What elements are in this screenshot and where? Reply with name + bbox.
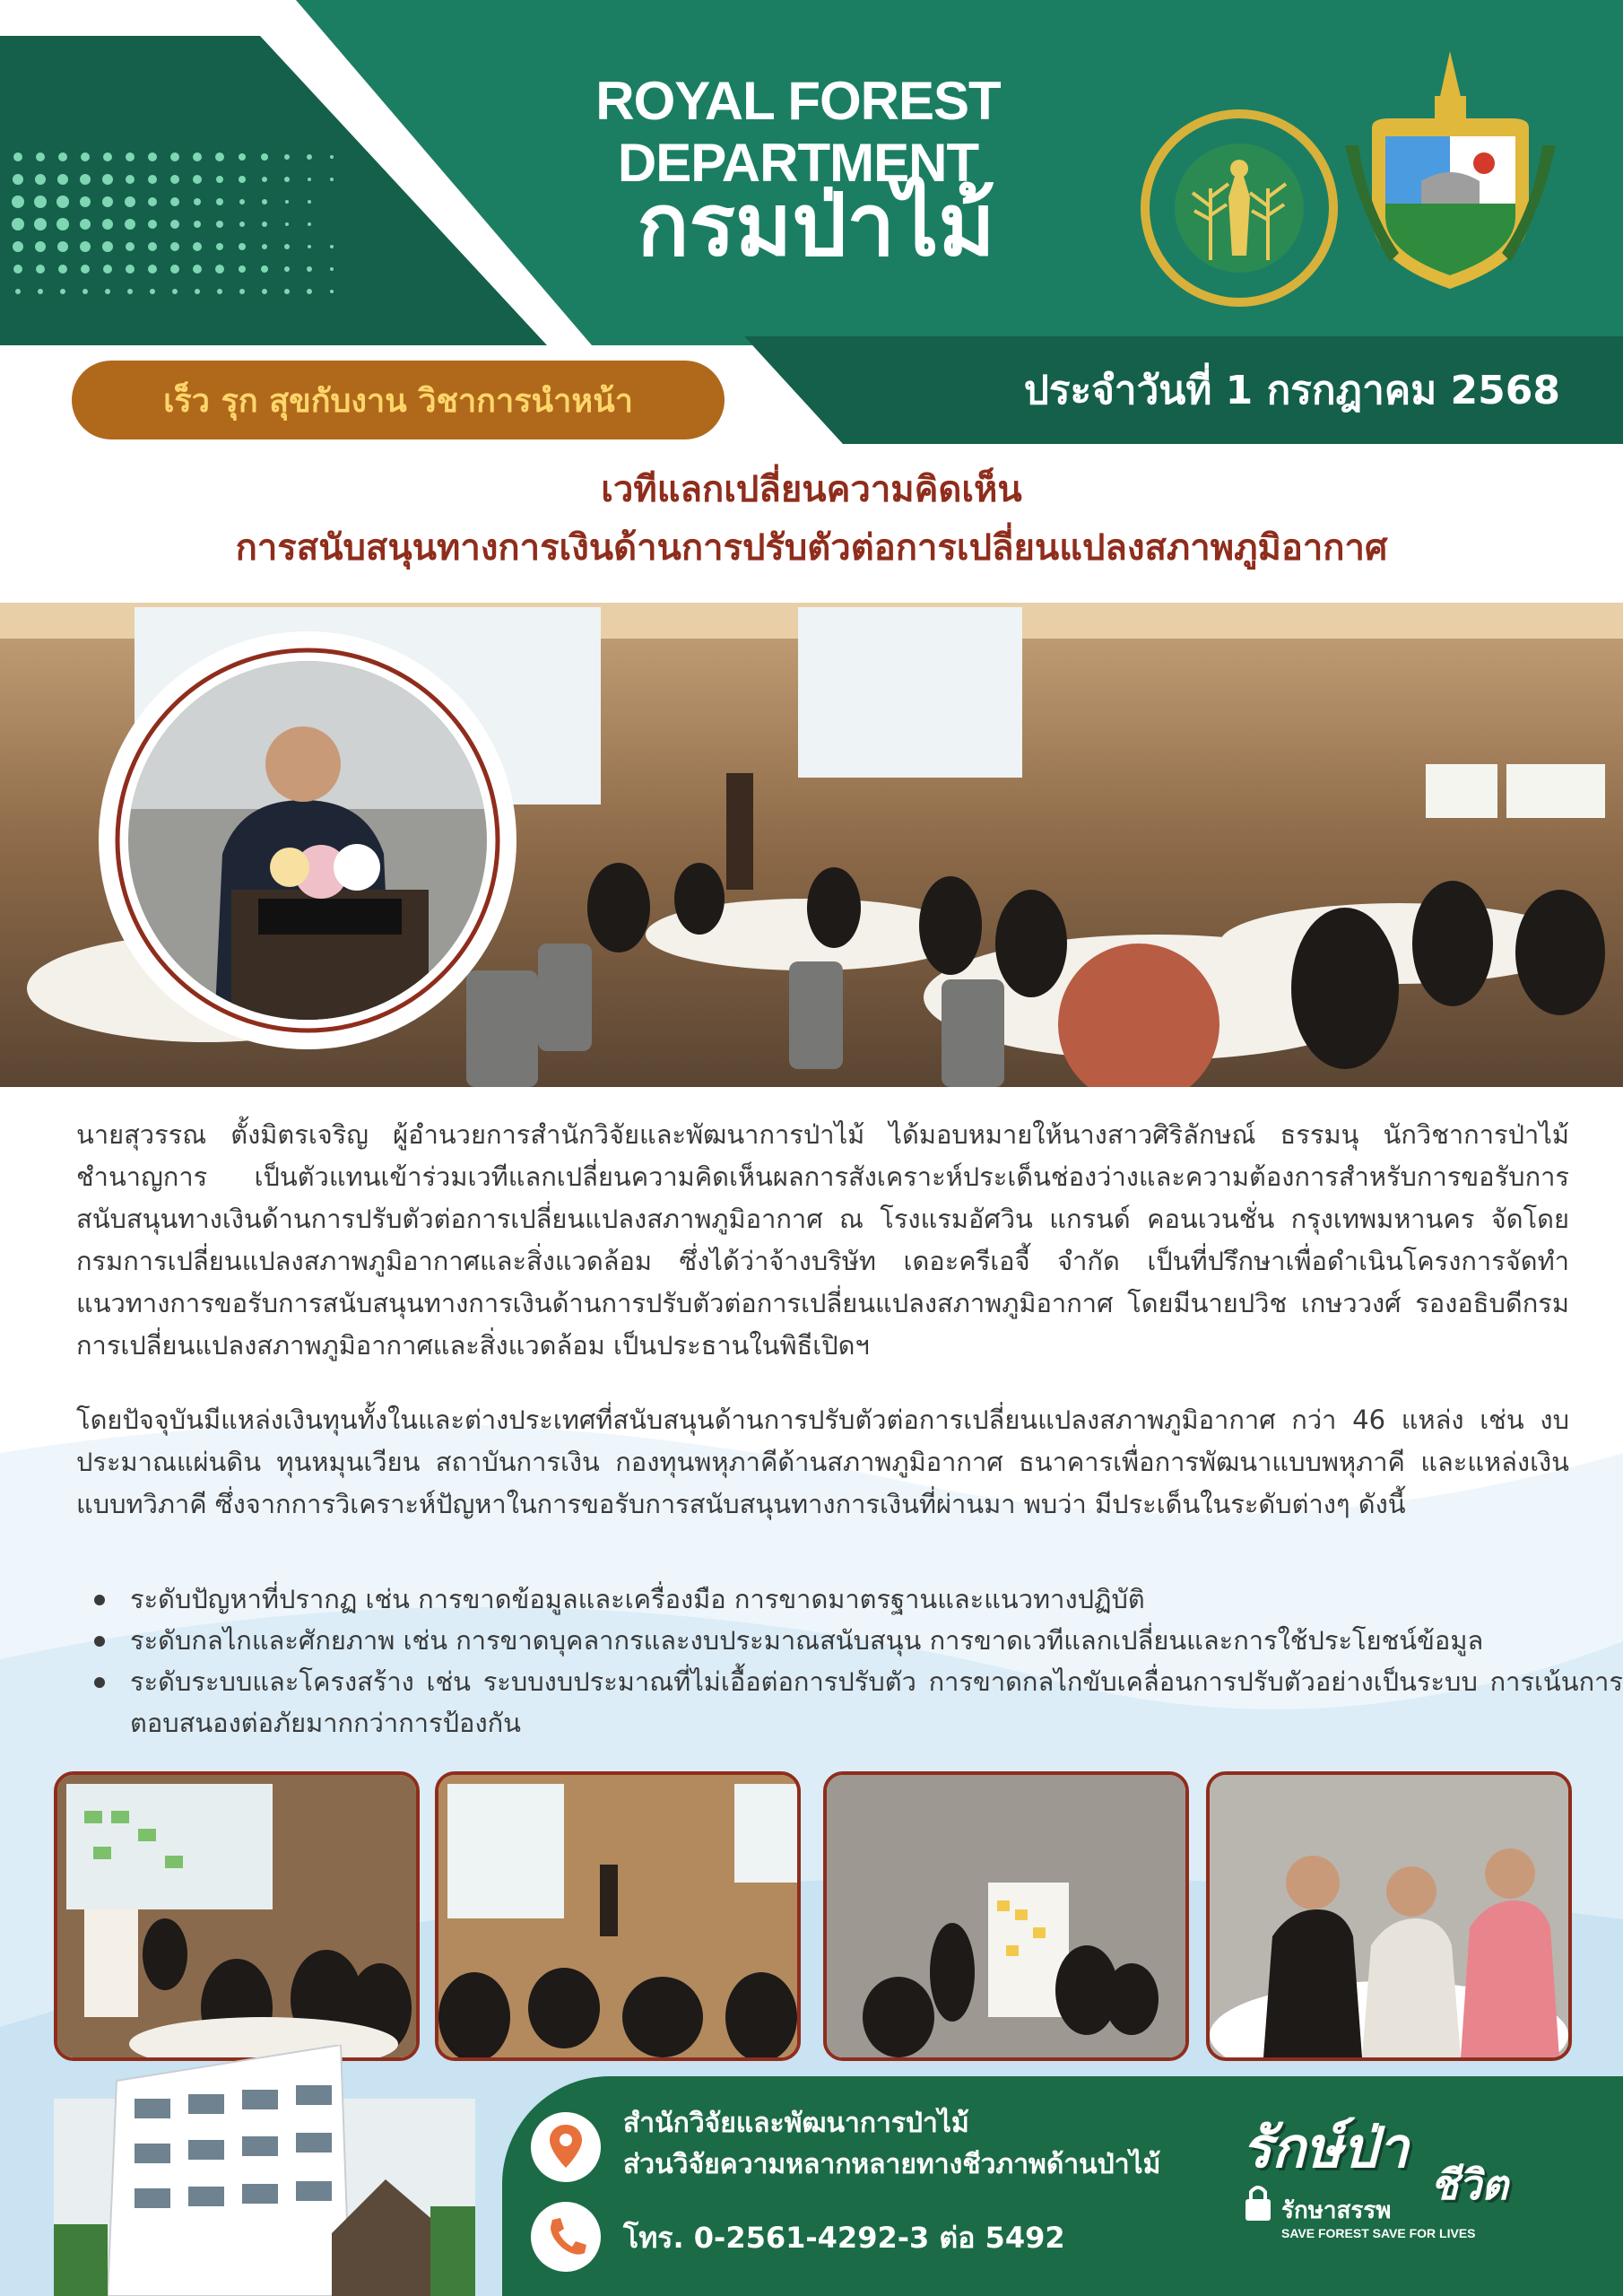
- logo-text-life: ชีวิต: [1430, 2161, 1508, 2209]
- article-title-line-2: การสนับสนุนทางการเงินด้านการปรับตัวต่อการเปลี่ยนแปลงสภาพภูมิอากาศ: [235, 527, 1388, 569]
- brand-thai: กรมป่าไม้: [637, 175, 995, 275]
- logo-text-main: รักษ์ป่า: [1242, 2115, 1409, 2180]
- ministry-emblem: [1336, 47, 1565, 307]
- office-address: [623, 2103, 1160, 2186]
- event-photo-thumbnail: [823, 1771, 1189, 2061]
- phone-number: โทร. 0-2561-4292-3 ต่อ 5492: [623, 2221, 1065, 2255]
- lock-icon: [1242, 2181, 1274, 2224]
- logo-subtext: รักษาสรรพ: [1281, 2197, 1392, 2224]
- issue-date: ประจำวันที่ 1 กรกฎาคม 2568: [1023, 368, 1560, 413]
- dot-pattern: [0, 144, 377, 305]
- paragraph-1: นายสุวรรณ ตั้งมิตรเจริญ ผู้อำนวยการสำนักวิจัยและพัฒนาการป่าไม้ ได้มอบหมายให้นางสาวศิริลักษณ์ ธรรมนุ นักวิชาการป่าไม้ชำนาญการ เป็นตัวแทนเข้าร่วมเวทีแลกเปลี่ยนความคิดเห็นผลการสังเคราะห์ประเด็นช่องว่างและความต้องการสำหรับการขอรับการสนับสนุนทางเงินด้านการปรับตัวต่อการเปลี่ยนแปลงสภาพภูมิอากาศ ณ โรงแรมอัศวิน แกรนด์ คอนเวนชั่น กรุงเทพมหานคร จัดโดย กรมการเปลี่ยนแปลงสภาพภูมิอากาศและสิ่งแวดล้อม ซึ่งได้ว่าจ้างบริษัท เดอะครีเอจี้ จำกัด เป็นที่ปรึกษาเพื่อดำเนินโครงการจัดทำแนวทางการขอรับการสนับสนุนทางการเงินด้านการปรับตัวต่อการเปลี่ยนแปลงสภาพภูมิอากาศ โดยมีนายปวิช เกษววงศ์ รองอธิบดีกรมการเปลี่ยนแปลงสภาพภูมิอากาศและสิ่งแวดล้อม เป็นประธานในพิธีเปิดฯ: [76, 1119, 1569, 1361]
- logo-english: SAVE FOREST SAVE FOR LIVES: [1281, 2226, 1476, 2240]
- list-item: ระดับกลไกและศักยภาพ เช่น การขาดบุคลากรและงบประมาณสนับสนุน การขาดเวทีแลกเปลี่ยนและการใช้ประโยชน์ข้อมูล: [130, 1620, 1623, 1661]
- event-photo-thumbnail: [435, 1771, 801, 2061]
- paragraph-2: โดยปัจจุบันมีแหล่งเงินทุนทั้งในและต่างประเทศที่สนับสนุนด้านการปรับตัวต่อการเปลี่ยนแปลงสภาพภูมิอากาศ กว่า 46 แหล่ง เช่น งบประมาณแผ่นดิน ทุนหมุนเวียน สถาบันการเงิน กองทุนพหุภาคีด้านสภาพภูมิอากาศ ธนาคารเพื่อการพัฒนาแบบพหุภาคี และแหล่งเงินแบบทวิภาคี ซึ่งจากการวิเคราะห์ปัญหาในการขอรับการสนับสนุนทางการเงินที่ผ่านมา พบว่า มีประเด็นในระดับต่างๆ ดังนี้: [76, 1405, 1569, 1519]
- save-forest-logo: [1242, 2117, 1547, 2269]
- list-item: ระดับปัญหาที่ปรากฏ เช่น การขาดข้อมูลและเครื่องมือ การขาดมาตรฐานและแนวทางปฏิบัติ: [130, 1578, 1623, 1620]
- slogan-badge: เร็ว รุก สุขกับงาน วิชาการนำหน้า: [72, 361, 725, 439]
- office-building-photo: [54, 2045, 475, 2296]
- location-pin-icon: [531, 2112, 601, 2182]
- event-photo-thumbnail: [54, 1771, 420, 2061]
- issue-list: [76, 1578, 1623, 1744]
- brand-english: ROYAL FOREST DEPARTMENT: [595, 71, 1001, 193]
- speaker-inset-photo: [97, 630, 518, 1051]
- event-photo-thumbnail: [1206, 1771, 1572, 2061]
- article-title-line-1: เวทีแลกเปลี่ยนความคิดเห็น: [601, 469, 1022, 510]
- address-line-1: สำนักวิจัยและพัฒนาการป่าไม้: [623, 2108, 969, 2139]
- royal-forest-seal: [1139, 108, 1341, 309]
- phone-icon: [531, 2202, 601, 2272]
- list-item: ระดับระบบและโครงสร้าง เช่น ระบบงบประมาณที่ไม่เอื้อต่อการปรับตัว การขาดกลไกขับเคลื่อนการปรับตัวอย่างเป็นระบบ การเน้นการตอบสนองต่อภัยมากกว่าการป้องกัน: [130, 1661, 1623, 1744]
- address-line-2: ส่วนวิจัยความหลากหลายทางชีวภาพด้านป่าไม้: [623, 2149, 1161, 2180]
